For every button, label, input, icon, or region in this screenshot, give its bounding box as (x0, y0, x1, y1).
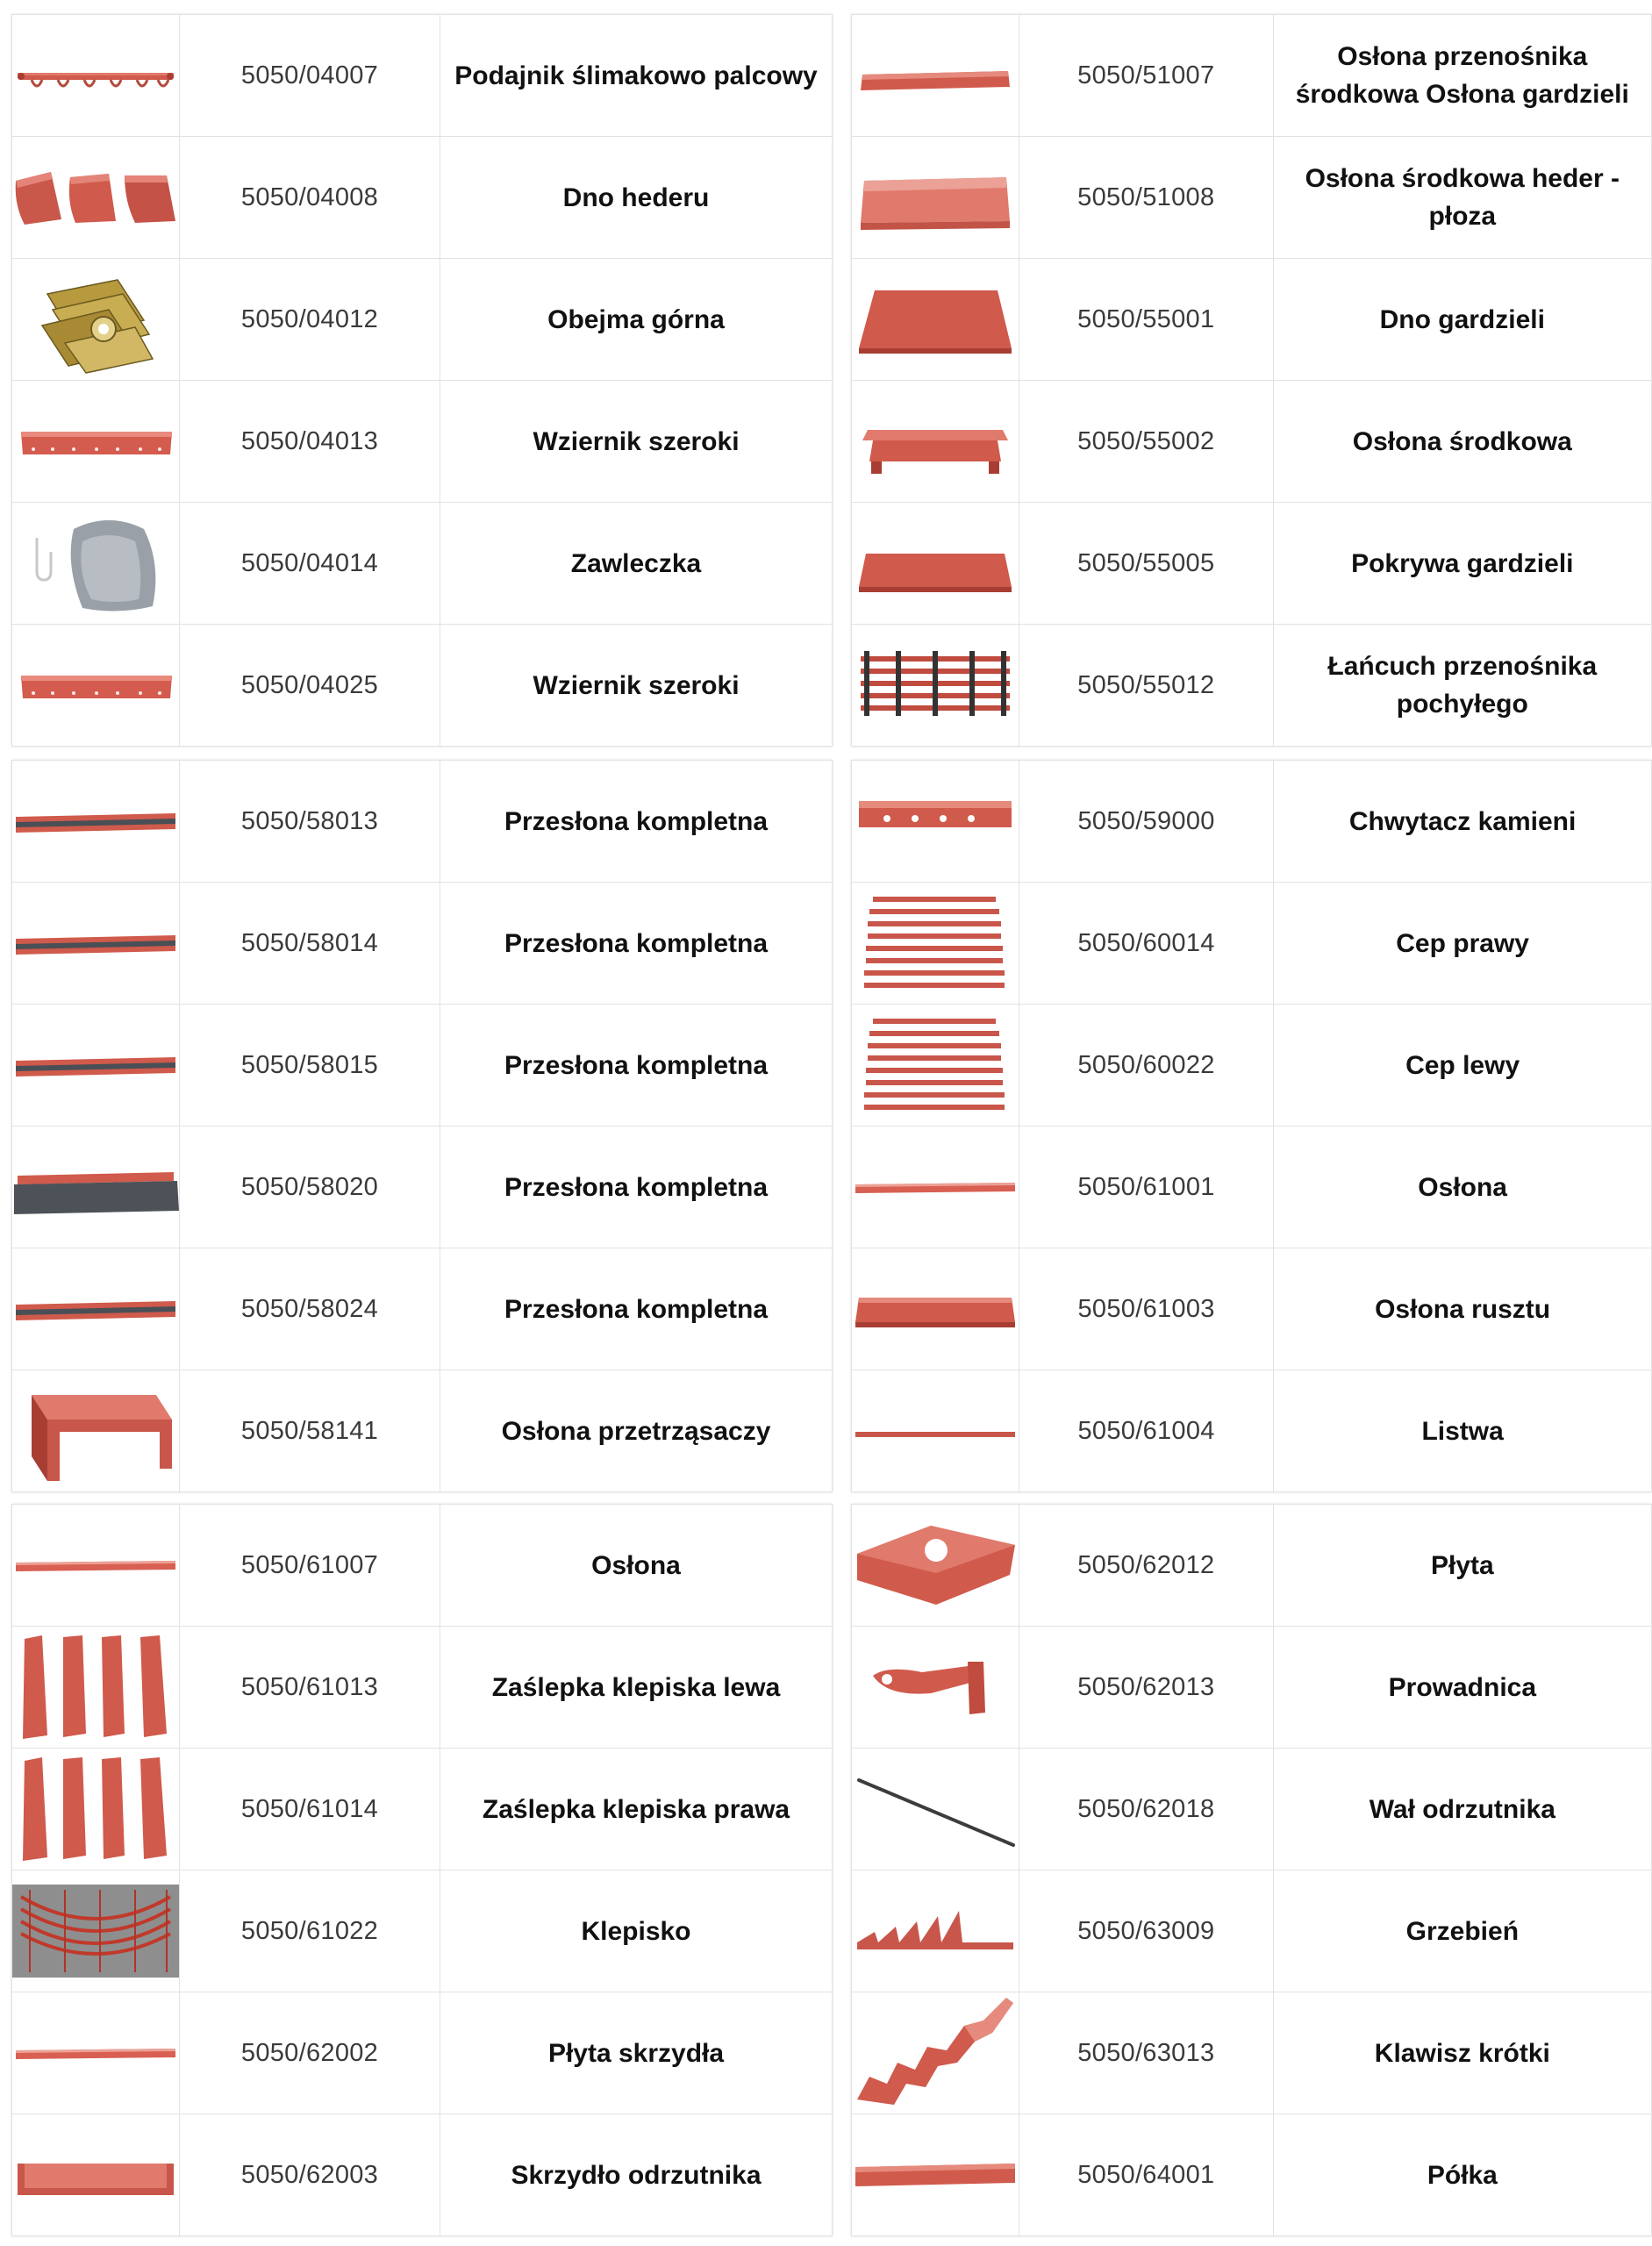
table-row (12, 1627, 833, 1749)
parts-table-block (11, 14, 833, 747)
table-row (852, 15, 1652, 137)
part-name: Chwytacz kamieni (1274, 761, 1652, 883)
table-row (12, 761, 833, 883)
shutter-assembly-image (12, 761, 179, 882)
part-name: Łańcuch przenośnika pochyłego (1273, 625, 1651, 747)
part-code: 5050/55005 (1019, 503, 1274, 625)
table-row (12, 625, 833, 747)
wide-inspection-window-image (12, 625, 179, 746)
part-code: 5050/51008 (1019, 137, 1274, 259)
table-row (852, 503, 1652, 625)
part-code: 5050/58014 (180, 883, 440, 1005)
part-name: Skrzydło odrzutnika (440, 2114, 833, 2236)
part-code: 5050/61001 (1019, 1127, 1274, 1248)
part-name: Zaślepka klepiska lewa (440, 1627, 833, 1749)
part-image-cell (852, 1749, 1019, 1870)
part-image-cell (12, 1870, 180, 1992)
table-row (12, 1992, 833, 2114)
parts-table-block (851, 760, 1652, 1492)
plate-image (852, 1505, 1019, 1626)
thin-cover-image (12, 1505, 179, 1626)
flail-set-image (852, 1005, 1019, 1126)
conveyor-cover-image (852, 15, 1019, 136)
table-row (852, 1370, 1652, 1492)
part-name: Obejma górna (440, 259, 833, 381)
table-row (12, 259, 833, 381)
part-image-cell (12, 883, 180, 1005)
part-code: 5050/55012 (1019, 625, 1274, 747)
part-name: Przesłona kompletna (440, 883, 833, 1005)
wide-inspection-window-image (12, 381, 179, 502)
wing-plate-image (12, 1992, 179, 2114)
part-image-cell (852, 625, 1019, 747)
table-row (12, 1870, 833, 1992)
part-code: 5050/62003 (180, 2114, 440, 2236)
part-image-cell (852, 137, 1019, 259)
table-row (852, 1505, 1652, 1627)
center-cover-image (852, 381, 1019, 502)
part-name: Klawisz krótki (1273, 1992, 1651, 2114)
guide-image (852, 1627, 1019, 1748)
shutter-assembly-image (12, 1005, 179, 1126)
part-code: 5050/04025 (180, 625, 440, 747)
part-image-cell (852, 1992, 1019, 2114)
table-row (12, 137, 833, 259)
table-row (852, 1248, 1652, 1370)
part-name: Zawleczka (440, 503, 833, 625)
part-name: Płyta (1273, 1505, 1651, 1627)
table-row (12, 883, 833, 1005)
throat-lid-image (852, 503, 1019, 624)
table-row (12, 2114, 833, 2236)
part-code: 5050/55001 (1019, 259, 1274, 381)
part-name: Wał odrzutnika (1273, 1749, 1651, 1870)
part-code: 5050/62002 (180, 1992, 440, 2114)
part-code: 5050/04012 (180, 259, 440, 381)
part-name: Dno hederu (440, 137, 833, 259)
part-code: 5050/04008 (180, 137, 440, 259)
part-image-cell (12, 1248, 180, 1370)
part-code: 5050/58013 (180, 761, 440, 883)
part-image-cell (12, 381, 180, 503)
part-code: 5050/60014 (1019, 883, 1274, 1005)
part-image-cell (852, 15, 1019, 137)
spreader-wing-image (12, 2114, 179, 2235)
part-image-cell (852, 259, 1019, 381)
part-image-cell (852, 503, 1019, 625)
feeder-chain-image (852, 625, 1019, 746)
part-image-cell (852, 1370, 1019, 1492)
part-name: Osłona środkowa heder - płoza (1273, 137, 1651, 259)
part-name: Osłona przenośnika środkowa Osłona gardzieli (1273, 15, 1651, 137)
part-code: 5050/51007 (1019, 15, 1274, 137)
part-name: Osłona przetrząsaczy (440, 1370, 833, 1492)
part-name: Osłona środkowa (1273, 381, 1651, 503)
part-code: 5050/61014 (180, 1749, 440, 1870)
header-bottom-image (12, 137, 179, 258)
part-code: 5050/61022 (180, 1870, 440, 1992)
table-row (852, 1749, 1652, 1870)
part-image-cell (852, 2114, 1019, 2236)
part-image-cell (12, 1627, 180, 1749)
table-row (852, 259, 1652, 381)
part-image-cell (12, 2114, 180, 2236)
table-row (12, 381, 833, 503)
part-code: 5050/61007 (180, 1505, 440, 1627)
part-code: 5050/64001 (1019, 2114, 1274, 2236)
part-name: Pokrywa gardzieli (1273, 503, 1651, 625)
part-code: 5050/62018 (1019, 1749, 1274, 1870)
table-row (12, 1749, 833, 1870)
part-code: 5050/55002 (1019, 381, 1274, 503)
part-name: Półka (1273, 2114, 1651, 2236)
strip-image (852, 1370, 1019, 1491)
part-code: 5050/58141 (180, 1370, 440, 1492)
part-code: 5050/63009 (1019, 1870, 1274, 1992)
part-name: Zaślepka klepiska prawa (440, 1749, 833, 1870)
part-image-cell (12, 1127, 180, 1248)
part-name: Płyta skrzydła (440, 1992, 833, 2114)
part-name: Dno gardzieli (1273, 259, 1651, 381)
part-image-cell (852, 1127, 1019, 1248)
part-image-cell (12, 1005, 180, 1127)
throat-bottom-image (852, 259, 1019, 380)
part-image-cell (852, 1248, 1019, 1370)
table-row (12, 1127, 833, 1248)
part-name: Przesłona kompletna (440, 1248, 833, 1370)
part-code: 5050/58015 (180, 1005, 440, 1127)
finger-auger-image (12, 15, 179, 136)
short-key-image (852, 1992, 1019, 2114)
shutter-rubber-image (12, 1127, 179, 1248)
part-code: 5050/61013 (180, 1627, 440, 1749)
part-code: 5050/04013 (180, 381, 440, 503)
table-row (852, 1870, 1652, 1992)
flail-set-image (852, 883, 1019, 1004)
table-row (852, 1005, 1652, 1127)
table-row (852, 761, 1652, 883)
part-name: Cep lewy (1274, 1005, 1652, 1127)
part-code: 5050/62013 (1019, 1627, 1274, 1749)
part-name: Przesłona kompletna (440, 1127, 833, 1248)
part-image-cell (12, 1992, 180, 2114)
part-name: Grzebień (1273, 1870, 1651, 1992)
concave-image (12, 1870, 179, 1992)
table-row (852, 137, 1652, 259)
part-code: 5050/04007 (180, 15, 440, 137)
part-name: Przesłona kompletna (440, 1005, 833, 1127)
thin-cover-image (852, 1127, 1019, 1248)
part-code: 5050/60022 (1019, 1005, 1274, 1127)
part-image-cell (852, 1870, 1019, 1992)
part-image-cell (12, 503, 180, 625)
table-row (12, 1505, 833, 1627)
table-row (12, 1248, 833, 1370)
part-code: 5050/04014 (180, 503, 440, 625)
part-image-cell (852, 1627, 1019, 1749)
part-name: Podajnik ślimakowo palcowy (440, 15, 833, 137)
cotter-pin-image (12, 503, 179, 624)
part-image-cell (852, 1005, 1019, 1127)
table-row (12, 1005, 833, 1127)
shutter-assembly-image (12, 1248, 179, 1370)
comb-image (852, 1870, 1019, 1992)
part-name: Prowadnica (1273, 1627, 1651, 1749)
part-code: 5050/63013 (1019, 1992, 1274, 2114)
table-row (852, 625, 1652, 747)
part-code: 5050/61003 (1019, 1248, 1274, 1370)
part-code: 5050/58020 (180, 1127, 440, 1248)
shutter-assembly-image (12, 883, 179, 1004)
part-image-cell (852, 883, 1019, 1005)
part-image-cell (852, 381, 1019, 503)
part-image-cell (12, 259, 180, 381)
part-code: 5050/61004 (1019, 1370, 1274, 1492)
part-image-cell (12, 1505, 180, 1627)
part-image-cell (12, 761, 180, 883)
table-row (852, 1127, 1652, 1248)
part-image-cell (852, 1505, 1019, 1627)
part-image-cell (12, 15, 180, 137)
part-name: Wziernik szeroki (440, 625, 833, 747)
part-code: 5050/59000 (1019, 761, 1274, 883)
table-row (12, 503, 833, 625)
concave-cap-left-image (12, 1627, 179, 1748)
concave-cap-right-image (12, 1749, 179, 1870)
parts-table-block (851, 14, 1652, 747)
part-name: Cep prawy (1274, 883, 1652, 1005)
table-row (852, 1627, 1652, 1749)
part-image-cell (12, 1370, 180, 1492)
table-row (852, 1992, 1652, 2114)
part-name: Klepisko (440, 1870, 833, 1992)
part-image-cell (12, 1749, 180, 1870)
part-name: Przesłona kompletna (440, 761, 833, 883)
part-image-cell (12, 137, 180, 259)
part-code: 5050/58024 (180, 1248, 440, 1370)
sieve-cover-image (852, 1248, 1019, 1370)
part-code: 5050/62012 (1019, 1505, 1274, 1627)
spreader-shaft-image (852, 1749, 1019, 1870)
part-name: Listwa (1274, 1370, 1652, 1492)
center-cover-skid-image (852, 137, 1019, 258)
table-row (12, 15, 833, 137)
upper-clamp-image (12, 259, 179, 380)
shelf-image (852, 2114, 1019, 2235)
stone-trap-image (852, 761, 1019, 882)
table-row (852, 381, 1652, 503)
table-row (12, 1370, 833, 1492)
parts-table-block (11, 760, 833, 1492)
parts-table-block (851, 1504, 1652, 2236)
table-row (852, 2114, 1652, 2236)
part-name: Osłona (1274, 1127, 1652, 1248)
part-image-cell (852, 761, 1019, 883)
part-name: Osłona rusztu (1274, 1248, 1652, 1370)
parts-table-block (11, 1504, 833, 2236)
straw-walker-cover-image (12, 1370, 179, 1491)
part-name: Wziernik szeroki (440, 381, 833, 503)
part-image-cell (12, 625, 180, 747)
part-name: Osłona (440, 1505, 833, 1627)
table-row (852, 883, 1652, 1005)
